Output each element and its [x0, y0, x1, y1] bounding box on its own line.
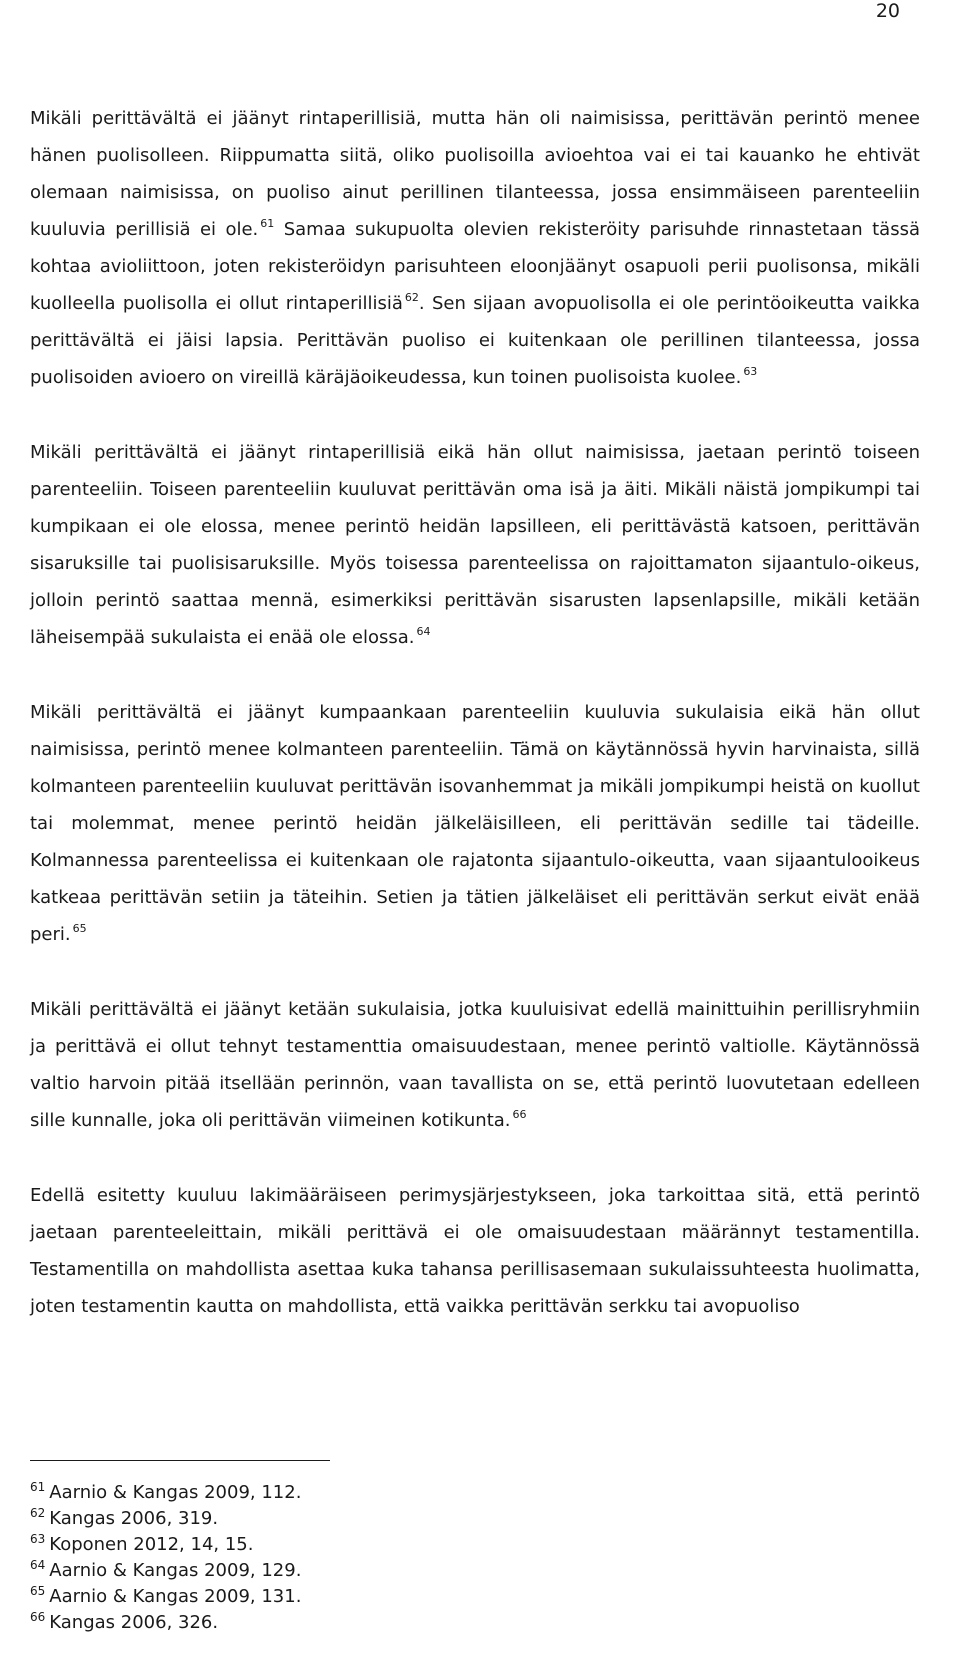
- paragraph-text: Mikäli perittävältä ei jäänyt rintaperillisiä eikä hän ollut naimisissa, jaetaan perintö toiseen parenteeliin. Toiseen parenteeliin kuuluvat perittävän oma isä ja äiti. Mikäli näistä jompikumpi tai kumpikaan ei ole elossa, menee perintö heidän lapsilleen, eli perittävästä katsoen, perittävän sisaruksille tai puolisisaruksille. Myös toisessa parenteelissa on rajoittamaton sijaantulo-oikeus, jolloin perintö saattaa mennä, esimerkiksi perittävän sisarusten lapsenlapsille, mikäli ketään läheisempää sukulaista ei enää ole elossa.: [30, 442, 920, 648]
- page-number: 20: [875, 0, 900, 22]
- footnote-number: 65: [30, 1584, 46, 1598]
- paragraph-4: [30, 991, 920, 1139]
- footnote-number: 61: [30, 1480, 46, 1494]
- footnote-62: [30, 1506, 920, 1532]
- footnote-66: [30, 1610, 920, 1636]
- footnote-ref-66[interactable]: 66: [512, 1108, 527, 1121]
- footnote-ref-62[interactable]: 62: [404, 291, 419, 304]
- footnote-text: Aarnio & Kangas 2009, 129.: [49, 1560, 302, 1581]
- paragraph-text: Mikäli perittävältä ei jäänyt rintaperillisiä, mutta hän oli naimisissa, perittävän perintö menee hänen puolisolleen. Riippumatta siitä, oliko puolisoilla avioehtoa vai ei tai kauanko he ehtivät olemaan naimisissa, on puoliso ainut perillinen tilanteessa, jossa ensimmäiseen parenteeliin kuuluvia perillisiä ei ole.: [30, 108, 920, 240]
- footnote-number: 66: [30, 1610, 46, 1624]
- footnote-text: Koponen 2012, 14, 15.: [49, 1534, 254, 1555]
- paragraph-text: Mikäli perittävältä ei jäänyt kumpaankaan parenteeliin kuuluvia sukulaisia eikä hän ollut naimisissa, perintö menee kolmanteen parenteeliin. Tämä on käytännössä hyvin harvinaista, sillä kolmanteen parenteeliin kuuluvat perittävän isovanhemmat ja mikäli jompikumpi heistä on kuollut tai molemmat, menee perintö heidän jälkeläisilleen, eli perittävän sedille tai tädeille. Kolmannessa parenteelissa ei kuitenkaan ole rajatonta sijaantulo-oikeutta, vaan sijaantulooikeus katkeaa perittävän setiin ja täteihin. Setien ja tätien jälkeläiset eli perittävän serkut eivät enää peri.: [30, 702, 920, 945]
- footnote-ref-65[interactable]: 65: [72, 922, 87, 935]
- footnote-number: 62: [30, 1506, 46, 1520]
- footnote-divider: [30, 1460, 330, 1461]
- footnote-number: 63: [30, 1532, 46, 1546]
- paragraph-text: Edellä esitetty kuuluu lakimääräiseen perimysjärjestykseen, joka tarkoittaa sitä, että perintö jaetaan parenteeleittain, mikäli perittävä ei ole omaisuudestaan määrännyt testamentilla. Testamentilla on mahdollista asettaa kuka tahansa perillisasemaan sukulaissuhteesta huolimatta, joten testamentin kautta on mahdollista, että vaikka perittävän serkku tai avopuoliso: [30, 1185, 920, 1317]
- footnote-ref-64[interactable]: 64: [416, 625, 431, 638]
- paragraph-text: Samaa sukupuolta olevien rekisteröity parisuhde rinnastetaan tässä kohtaa avioliittoon, joten rekisteröidyn parisuhteen eloonjäänyt osapuoli perii puolisonsa, mikäli kuolleella puolisolla ei ollut rintaperillisiä: [30, 219, 920, 314]
- footnote-text: Kangas 2006, 326.: [49, 1612, 219, 1633]
- footnote-text: Kangas 2006, 319.: [49, 1508, 219, 1529]
- footnote-ref-63[interactable]: 63: [743, 365, 758, 378]
- paragraph-5: [30, 1177, 920, 1325]
- paragraph-3: [30, 694, 920, 953]
- paragraph-text: Mikäli perittävältä ei jäänyt ketään sukulaisia, jotka kuuluisivat edellä mainittuihin perillisryhmiin ja perittävä ei ollut tehnyt testamenttia omaisuudestaan, menee perintö valtiolle. Käytännössä valtio harvoin pitää itsellään perinnön, vaan tavallista on se, että perintö luovutetaan edelleen sille kunnalle, joka oli perittävän viimeinen kotikunta.: [30, 999, 920, 1131]
- paragraph-1: [30, 100, 920, 396]
- footnote-number: 64: [30, 1558, 46, 1572]
- footnote-ref-61[interactable]: 61: [260, 217, 275, 230]
- footnote-64: [30, 1558, 920, 1584]
- footnote-65: [30, 1584, 920, 1610]
- footnote-text: Aarnio & Kangas 2009, 131.: [49, 1586, 302, 1607]
- footnotes: [30, 1480, 920, 1636]
- footnote-text: Aarnio & Kangas 2009, 112.: [49, 1482, 302, 1503]
- paragraph-2: [30, 434, 920, 656]
- footnote-61: [30, 1480, 920, 1506]
- paragraph-text: . Sen sijaan avopuolisolla ei ole perintöoikeutta vaikka perittävältä ei jäisi lapsia. Perittävän puoliso ei kuitenkaan ole perillinen tilanteessa, jossa puolisoiden avioero on vireillä käräjäoikeudessa, kun toinen puolisoista kuolee.: [30, 293, 920, 388]
- body-text: [30, 100, 920, 1363]
- footnote-63: [30, 1532, 920, 1558]
